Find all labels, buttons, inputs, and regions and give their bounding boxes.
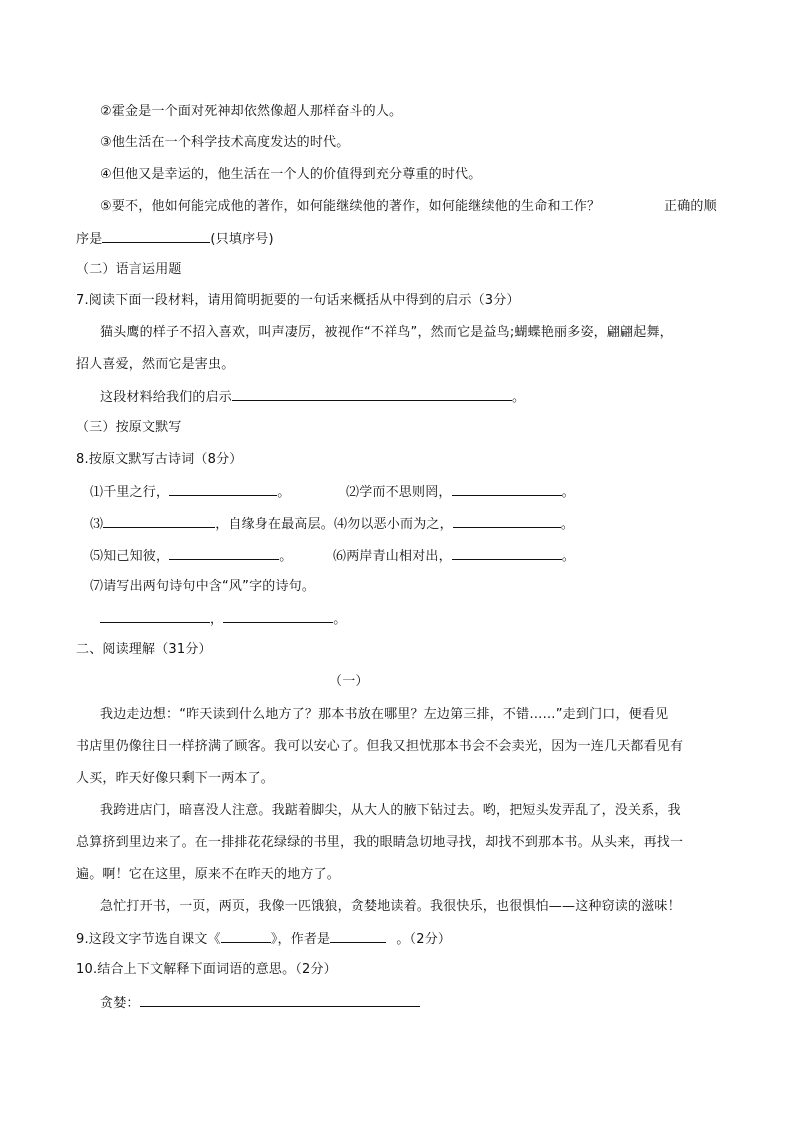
passage-para3-line1: 急忙打开书，一页，两页，我像一匹饿狼，贪婪地读着。我很快乐，也很惧怕——这种窃读的滋味！ — [100, 899, 681, 914]
language-section-heading: （二）语言运用题 — [76, 262, 182, 277]
poem-5-blank[interactable] — [169, 546, 279, 560]
question-7-material-line-2: 招人喜爱，然而它是害虫。 — [76, 357, 235, 372]
poem-item-7-answer: ， 。 — [100, 609, 346, 629]
poem-item-2: ⑵学而不思则罔， 。 — [346, 482, 575, 502]
question-7-material-line-1: 猫头鹰的样子不招入喜欢，叫声凄厉，被视作“不祥鸟”，然而它是益鸟;蝴蝶艳丽多姿，翩翩起舞， — [100, 325, 673, 340]
passage-para2-line2: 总算挤到里边来了。在一排排花花绿绿的书里，我的眼睛急切地寻找，却找不到那本书。从头来，再找一 — [76, 835, 684, 850]
question-9-author-blank[interactable] — [330, 929, 386, 943]
poem-item-6: ⑹两岸青山相对出， 。 — [333, 546, 575, 566]
poem-item-3: ⑶ ，自缘身在最高层。⑷勿以恶小而为之， 。 — [90, 514, 574, 534]
poem-item-5: ⑸知己知彼， 。 — [90, 546, 292, 566]
passage-para1-line1: 我边走边想：“昨天读到什么地方了？那本书放在哪里？左边第三排，不错……”走到门口，便看见 — [100, 707, 669, 722]
question-10-answer-blank[interactable] — [140, 993, 420, 1007]
option-2-text: ②霍金是一个面对死神却依然像超人那样奋斗的人。 — [100, 104, 403, 119]
question-9-title-blank[interactable] — [221, 929, 271, 943]
dictation-section-heading: （三）按原文默写 — [76, 420, 182, 435]
poem-4-blank[interactable] — [453, 514, 561, 528]
question-10-answer-line: 贪婪： — [100, 993, 420, 1013]
order-answer-line: 序是 (只填序号) — [76, 229, 274, 249]
question-7-answer-blank[interactable] — [232, 387, 512, 401]
question-7-answer-line: 这段材料给我们的启示 。 — [100, 387, 525, 407]
poem-2-blank[interactable] — [452, 482, 562, 496]
option-3-text: ③他生活在一个科学技术高度发达的时代。 — [100, 135, 350, 150]
poem-3-blank[interactable] — [103, 514, 215, 528]
passage-para2-line3: 遍。啊！它在这里，原来不在昨天的地方了。 — [76, 867, 341, 882]
poem-item-7: ⑺请写出两句诗句中含“风”字的诗句。 — [90, 579, 316, 594]
question-10-title: 10.结合上下文解释下面词语的意思。（2分） — [76, 962, 337, 977]
option-5-text: ⑤要不，他如何能完成他的著作，如何能继续他的著作，如何能继续他的生命和工作？ — [100, 199, 601, 214]
question-9-line: 9.这段文字节选自课文《 》，作者是 。（2分） — [76, 929, 451, 949]
order-question-tail: 正确的顺 — [664, 199, 717, 214]
option-4-text: ④但他又是幸运的，他生活在一个人的价值得到充分尊重的时代。 — [100, 167, 482, 182]
order-answer-blank[interactable] — [102, 229, 210, 243]
reading-section-heading: 二、阅读理解（31分） — [76, 642, 212, 657]
passage-para1-line2: 书店里仍像往日一样挤满了顾客。我可以安心了。但我又担忧那本书会不会卖光，因为一连几天都看见有 — [76, 739, 684, 754]
poem-item-1: ⑴千里之行， 。 — [90, 482, 290, 502]
question-7-title: 7.阅读下面一段材料，请用简明扼要的一句话来概括从中得到的启示（3分） — [76, 293, 520, 308]
reading-part-title: （一） — [329, 674, 369, 689]
poem-7-blank-b[interactable] — [223, 609, 333, 623]
passage-para1-line3: 人买，昨天好像只剩下一两本了。 — [76, 771, 275, 786]
question-8-title: 8.按原文默写古诗词（8分） — [76, 452, 243, 467]
passage-para2-line1: 我跨进店门，暗喜没人注意。我踮着脚尖，从大人的腋下钻过去。哟，把短头发弄乱了，没关系，我 — [100, 803, 681, 818]
poem-1-blank[interactable] — [169, 482, 277, 496]
poem-6-blank[interactable] — [452, 546, 562, 560]
poem-7-blank-a[interactable] — [100, 609, 210, 623]
